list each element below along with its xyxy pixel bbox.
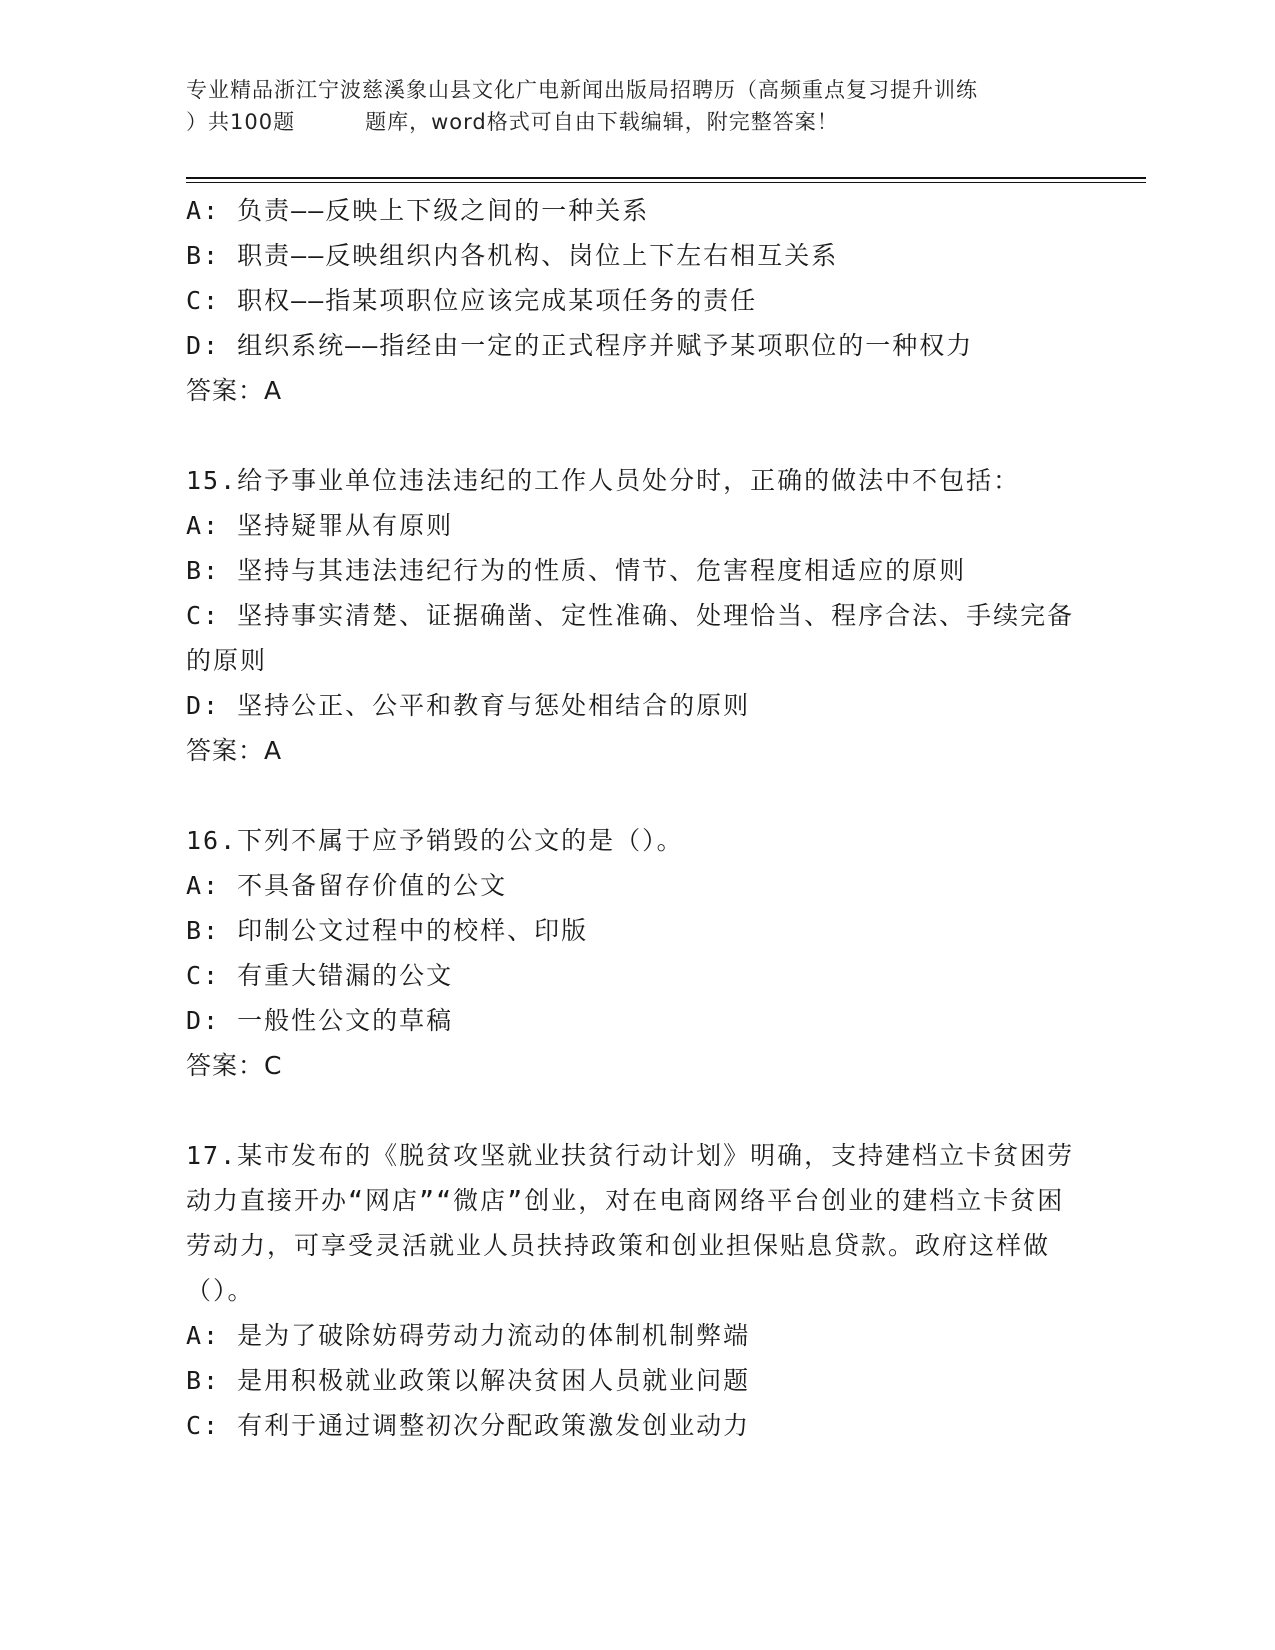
option-c: C: 坚持事实清楚、证据确凿、定性准确、处理恰当、程序合法、手续完备的原则 bbox=[186, 601, 1075, 675]
option-d: D: 坚持公正、公平和教育与惩处相结合的原则 bbox=[186, 691, 751, 720]
header-line-2 bbox=[186, 106, 1086, 138]
answer: 答案：C bbox=[186, 1051, 283, 1080]
question-17 bbox=[186, 1133, 1086, 1448]
page-header bbox=[186, 74, 1086, 138]
option-a: A: 不具备留存价值的公文 bbox=[186, 871, 508, 900]
header-rule-thin bbox=[186, 182, 1146, 183]
answer: 答案：A bbox=[186, 376, 283, 405]
header-line-2-end: 题库，word格式可自由下载编辑，附完整答案！ bbox=[365, 110, 839, 134]
option-d: D: 一般性公文的草稿 bbox=[186, 1006, 454, 1035]
header-line-2-start: ）共100题 bbox=[186, 110, 296, 134]
option-b: B: 职责——反映组织内各机构、岗位上下左右相互关系 bbox=[186, 241, 839, 270]
option-c: C: 职权——指某项职位应该完成某项任务的责任 bbox=[186, 286, 758, 315]
option-a: A: 坚持疑罪从有原则 bbox=[186, 511, 454, 540]
option-c: C: 有重大错漏的公文 bbox=[186, 961, 454, 990]
option-b: B: 是用积极就业政策以解决贫困人员就业问题 bbox=[186, 1366, 751, 1395]
header-line-1: 专业精品浙江宁波慈溪象山县文化广电新闻出版局招聘历（高频重点复习提升训练 bbox=[186, 78, 978, 102]
option-b: B: 印制公文过程中的校样、印版 bbox=[186, 916, 589, 945]
question-16 bbox=[186, 818, 1086, 1088]
option-a: A: 负责——反映上下级之间的一种关系 bbox=[186, 196, 650, 225]
option-a: A: 是为了破除妨碍劳动力流动的体制机制弊端 bbox=[186, 1321, 751, 1350]
option-c: C: 有利于通过调整初次分配政策激发创业动力 bbox=[186, 1411, 751, 1440]
question-body bbox=[186, 188, 1086, 1448]
answer: 答案：A bbox=[186, 736, 283, 765]
question-15 bbox=[186, 458, 1086, 773]
header-rule-thick bbox=[186, 177, 1146, 179]
option-b: B: 坚持与其违法违纪行为的性质、情节、危害程度相适应的原则 bbox=[186, 556, 967, 585]
option-d: D: 组织系统——指经由一定的正式程序并赋予某项职位的一种权力 bbox=[186, 331, 974, 360]
question-stem: 17.某市发布的《脱贫攻坚就业扶贫行动计划》明确，支持建档立卡贫困劳动力直接开办“网店”“微店”创业，对在电商网络平台创业的建档立卡贫困劳动力，可享受灵活就业人员扶持政策和创业担保贴息贷款。政府这样做（）。 bbox=[186, 1141, 1075, 1305]
question-stem: 16.下列不属于应予销毁的公文的是（）。 bbox=[186, 826, 684, 855]
question-stem: 15.给予事业单位违法违纪的工作人员处分时，正确的做法中不包括： bbox=[186, 466, 1021, 495]
question-14 bbox=[186, 188, 1086, 413]
